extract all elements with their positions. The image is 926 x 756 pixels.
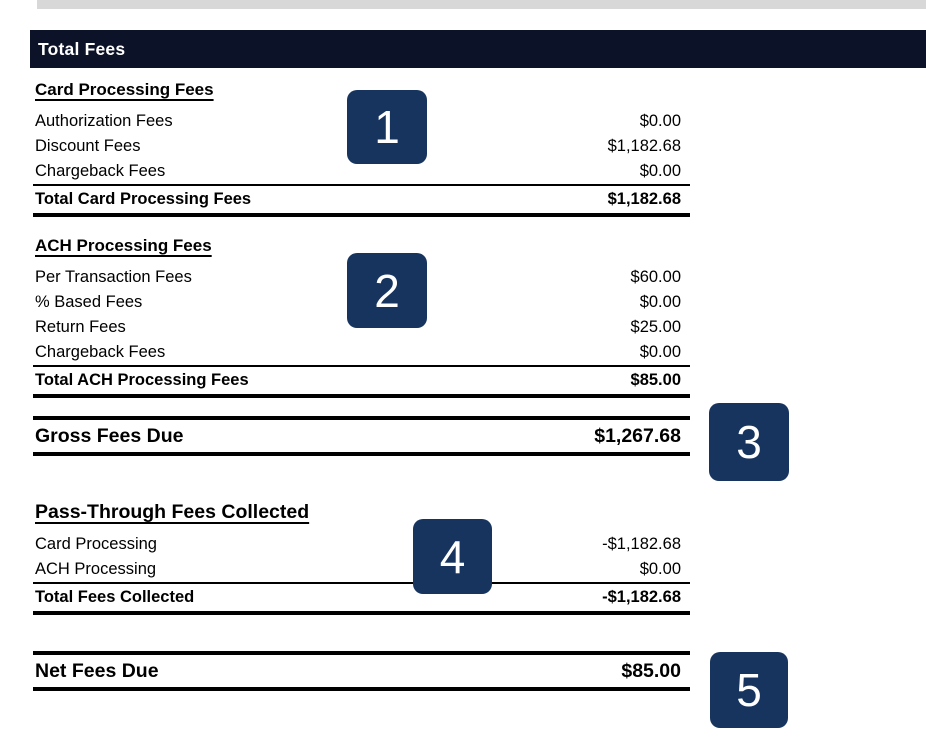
- net-fees-due-value: $85.00: [621, 660, 681, 682]
- pass-through-fees-section: [33, 500, 690, 615]
- pass-through-fees-heading: Pass-Through Fees Collected: [35, 501, 310, 523]
- callout-badge-1-number: 1: [374, 101, 400, 153]
- double-rule: [33, 611, 690, 615]
- card-processing-fees-heading: Card Processing Fees: [35, 80, 214, 99]
- fee-value: $0.00: [639, 162, 681, 180]
- net-fees-due-section: [33, 651, 690, 691]
- fee-label: % Based Fees: [35, 293, 143, 311]
- net-fees-due-row: [33, 655, 690, 687]
- fee-value: $0.00: [639, 343, 681, 361]
- fee-label: ACH Processing: [35, 560, 157, 578]
- callout-badge-2: [347, 253, 427, 328]
- fee-label: Chargeback Fees: [35, 162, 166, 180]
- fee-value: $60.00: [630, 268, 681, 286]
- top-divider-strip: [37, 0, 926, 9]
- fee-label: Per Transaction Fees: [35, 268, 192, 286]
- page-title: Total Fees: [38, 38, 126, 59]
- fee-value: $1,182.68: [607, 137, 681, 155]
- total-card-processing-fees-row: [33, 184, 690, 213]
- gross-fees-due-label: Gross Fees Due: [35, 425, 184, 447]
- fee-label: Return Fees: [35, 318, 126, 336]
- fee-row-card-processing: [33, 532, 690, 557]
- fee-value: -$1,182.68: [602, 535, 681, 553]
- ach-processing-fees-heading: ACH Processing Fees: [35, 236, 212, 255]
- double-rule: [33, 687, 690, 691]
- total-label: Total ACH Processing Fees: [35, 371, 249, 389]
- callout-badge-4: [413, 519, 492, 594]
- net-fees-due-label: Net Fees Due: [35, 660, 159, 682]
- fee-label: Discount Fees: [35, 137, 141, 155]
- total-fees-collected-row: [33, 582, 690, 611]
- fee-value: $0.00: [639, 293, 681, 311]
- double-rule: [33, 213, 690, 217]
- fee-value: $25.00: [630, 318, 681, 336]
- fee-value: $0.00: [639, 112, 681, 130]
- total-value: -$1,182.68: [602, 588, 681, 606]
- fee-row-ach-chargeback-fees: [33, 340, 690, 365]
- callout-badge-5-number: 5: [736, 664, 762, 716]
- gross-fees-due-row: [33, 420, 690, 452]
- callout-badge-1: [347, 90, 427, 164]
- callout-badge-2-number: 2: [374, 264, 400, 317]
- total-ach-processing-fees-row: [33, 365, 690, 394]
- total-value: $85.00: [630, 371, 681, 389]
- total-label: Total Card Processing Fees: [35, 190, 252, 208]
- fee-label: Card Processing: [35, 535, 157, 553]
- total-fees-header-bar: [30, 30, 926, 68]
- gross-fees-due-value: $1,267.68: [594, 425, 681, 447]
- double-rule: [33, 452, 690, 456]
- double-rule: [33, 394, 690, 398]
- fee-label: Chargeback Fees: [35, 343, 166, 361]
- total-label: Total Fees Collected: [35, 588, 195, 606]
- callout-badge-3-number: 3: [736, 416, 762, 468]
- total-value: $1,182.68: [607, 190, 681, 208]
- statement-body: [33, 79, 690, 691]
- callout-badge-5: [710, 652, 788, 728]
- fee-row-ach-processing: [33, 557, 690, 582]
- callout-badge-4-number: 4: [439, 530, 466, 583]
- callout-badge-3: [709, 403, 789, 481]
- fee-label: Authorization Fees: [35, 112, 173, 130]
- fee-value: $0.00: [639, 560, 681, 578]
- gross-fees-due-section: [33, 416, 690, 456]
